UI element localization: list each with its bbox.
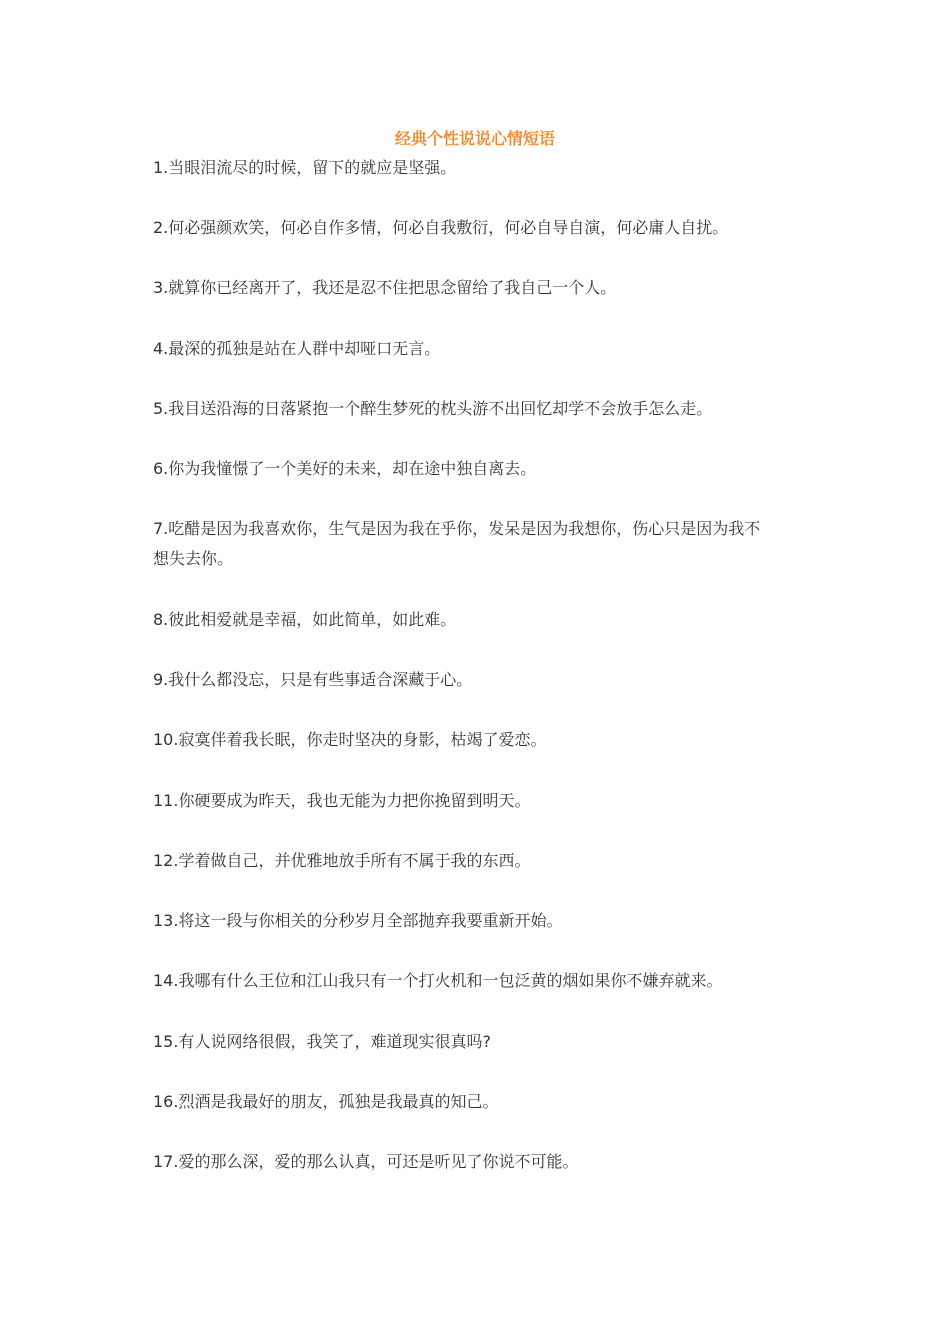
list-item: 1.当眼泪流尽的时候，留下的就应是坚强。	[153, 158, 457, 177]
list-item: 4.最深的孤独是站在人群中却哑口无言。	[153, 339, 441, 358]
list-item: 15.有人说网络很假，我笑了，难道现实很真吗?	[153, 1032, 491, 1051]
list-item: 13.将这一段与你相关的分秒岁月全部抛弃我要重新开始。	[153, 911, 563, 930]
list-item: 11.你硬要成为昨天，我也无能为力把你挽留到明天。	[153, 791, 531, 810]
list-item: 6.你为我憧憬了一个美好的未来，却在途中独自离去。	[153, 459, 537, 478]
list-item: 17.爱的那么深，爱的那么认真，可还是听见了你说不可能。	[153, 1152, 579, 1171]
list-item: 16.烈酒是我最好的朋友，孤独是我最真的知己。	[153, 1092, 499, 1111]
list-item: 3.就算你已经离开了，我还是忍不住把思念留给了我自己一个人。	[153, 278, 617, 297]
page-title: 经典个性说说心情短语	[394, 129, 555, 148]
list-item: 12.学着做自己，并优雅地放手所有不属于我的东西。	[153, 851, 531, 870]
list-item-continuation: 想失去你。	[153, 549, 234, 568]
list-item: 10.寂寞伴着我长眠，你走时坚决的身影，枯竭了爱恋。	[153, 730, 547, 749]
list-item: 9.我什么都没忘，只是有些事适合深藏于心。	[153, 670, 473, 689]
list-item: 14.我哪有什么王位和江山我只有一个打火机和一包泛黄的烟如果你不嫌弃就来。	[153, 971, 723, 990]
list-item: 5.我目送沿海的日落紧抱一个醉生梦死的枕头游不出回忆却学不会放手怎么走。	[153, 399, 713, 418]
list-item: 7.吃醋是因为我喜欢你，生气是因为我在乎你，发呆是因为我想你，伤心只是因为我不	[153, 519, 761, 538]
list-item: 8.彼此相爱就是幸福，如此简单，如此难。	[153, 610, 457, 629]
list-item: 2.何必强颜欢笑，何必自作多情，何必自我敷衍，何必自导自演，何必庸人自扰。	[153, 218, 729, 237]
